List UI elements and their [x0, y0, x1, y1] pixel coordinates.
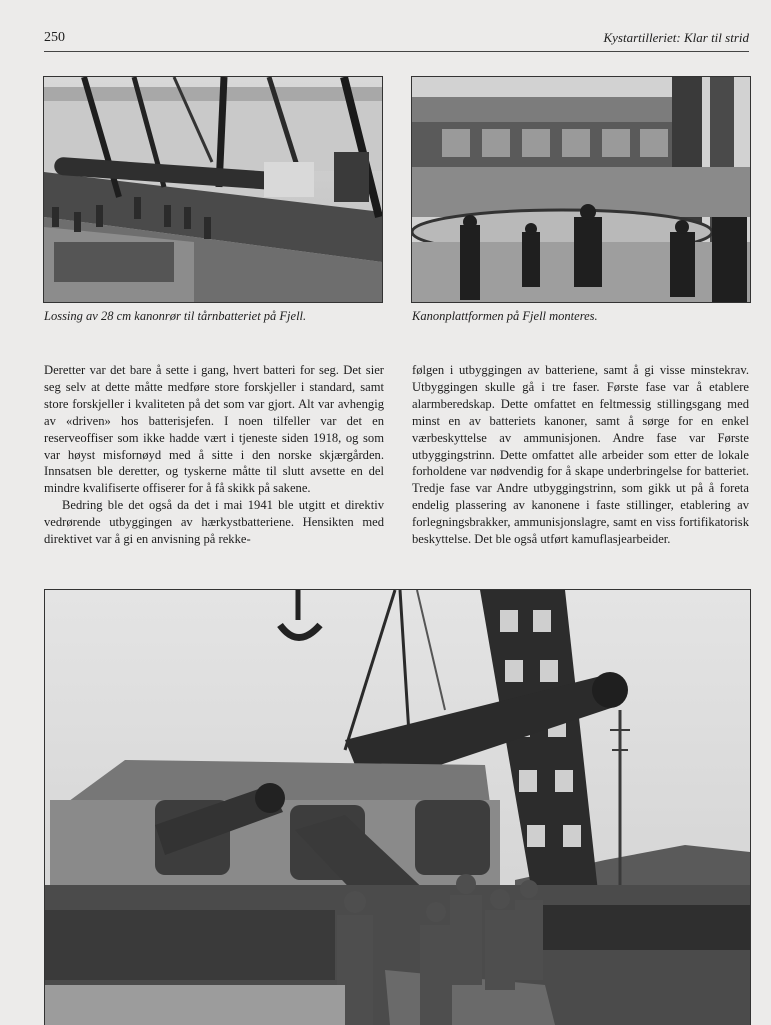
paragraph: Deretter var det bare å sette i gang, hvert batteri for seg. Det sier seg selv at dette måtte medføre store forskjeller i standard, samt store forskjeller i kvaliteten på det som var gjort. Alt var avhengig av «driven» hos batterisjefen. I noen tilfeller var det en reserveoffiser som ikke hadde vært i tjeneste siden 1918, og som var høyst misfornøyd med å sitte i den norske skjærgården. Innsatsen ble deretter, og tyskerne måtte til slutt avsette en del mindre kvalifiserte offiserer for å få skikk på sakene. — [44, 363, 384, 496]
photo-gun-barrel-unloading — [43, 76, 383, 303]
paragraph: følgen i utbyggingen av batteriene, samt å gi visse minstekrav. Utbyggingen skulle gå i tre faser. Første fase var å etablere alarmberedskap. Dette omfattet en feltmessig stillingsgang med minst en av batteriets kanoner, samt å sørge for en enkel værbeskyttelse av ammunisjonen. Andre fase var Første utbyggingstrinn. Dette omfattet alle arbeider som etter de lokale forholdene var nødvendig for å skape underbringelse for batteriet. Tredje fase var Andre utbyggingstrinn, som gikk ut på å foreta endelig plassering av kanonene i faste stillinger, etablering av forlegningsbrakker, ammunisjonslagre, samt en viss fortifikatorisk beskyttelse. Det ble også utført kamuflasjearbeider. — [412, 363, 749, 547]
paragraph: Bedring ble det også da det i mai 1941 ble utgitt et direktiv vedrørende utbyggingen av hærkystbatteriene. Hensikten med direktivet var å gi en anvisning på rekke- — [44, 498, 384, 547]
photo-gun-platform-assembly — [411, 76, 751, 303]
header-rule — [44, 51, 749, 52]
page-number: 250 — [44, 30, 65, 45]
figure-caption: Kanonplattformen på Fjell monteres. — [412, 309, 598, 323]
text-column-right — [412, 362, 749, 548]
figure-caption: Lossing av 28 cm kanonrør til tårnbatteriet på Fjell. — [44, 309, 307, 323]
photo-crane-lifting-gun — [44, 589, 751, 1025]
page-header — [44, 30, 749, 50]
text-column-left — [44, 362, 384, 548]
running-title: Kystartilleriet: Klar til strid — [603, 30, 749, 45]
